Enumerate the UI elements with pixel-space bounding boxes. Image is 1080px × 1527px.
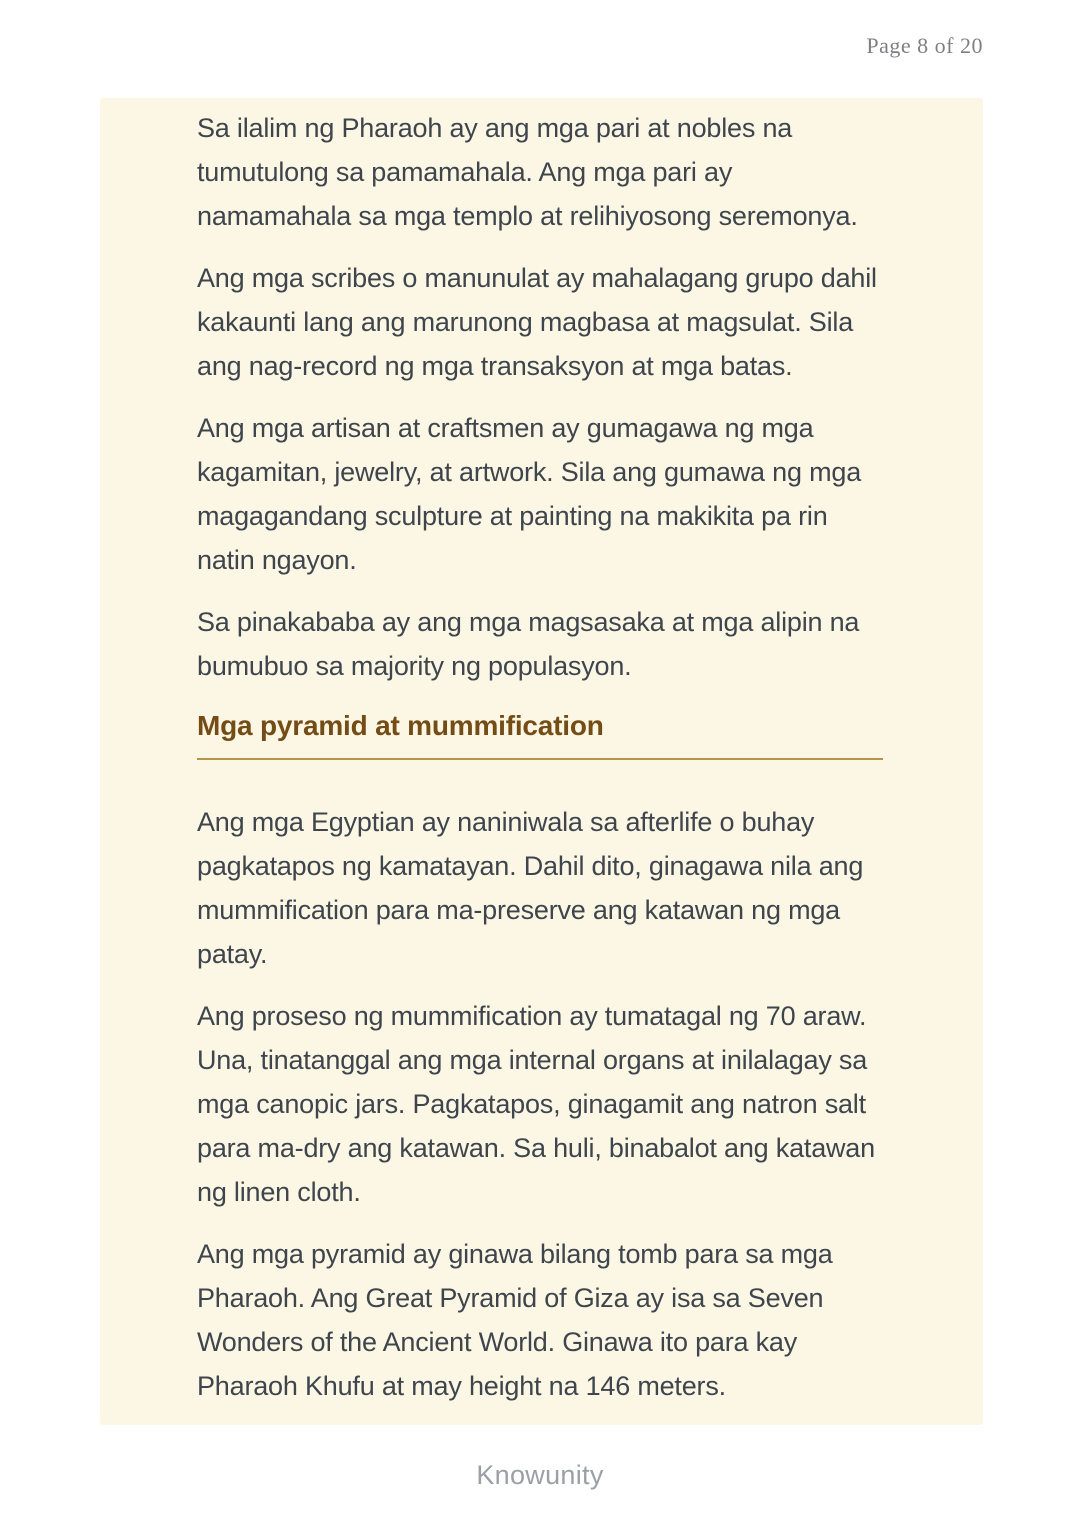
paragraph-social-hierarchy-priests: Sa ilalim ng Pharaoh ay ang mga pari at nobles na tumutulong sa pamamahala. Ang mga pari ay namamahala sa mga templo at relihiyosong seremonya. [197, 113, 858, 231]
paragraph-pyramids-tombs: Ang mga pyramid ay ginawa bilang tomb para sa mga Pharaoh. Ang Great Pyramid of Giza ay isa sa Seven Wonders of the Ancient World. Ginawa ito para kay Pharaoh Khufu at may height na 146 meters. [197, 1239, 833, 1401]
footer-brand: Knowunity [476, 1460, 604, 1490]
paragraph-scribes: Ang mga scribes o manunulat ay mahalagang grupo dahil kakaunti lang ang marunong magbasa at magsulat. Sila ang nag-record ng mga transaksyon at mga batas. [197, 263, 877, 381]
paragraph-mummification-process: Ang proseso ng mummification ay tumatagal ng 70 araw. Una, tinatanggal ang mga internal organs at inilalagay sa mga canopic jars. Pagkatapos, ginagamit ang natron salt para ma-dry ang katawan. Sa huli, binabalot ang katawan ng linen cloth. [197, 1001, 875, 1207]
paragraph-farmers-slaves: Sa pinakababa ay ang mga magsasaka at mga alipin na bumubuo sa majority ng populasyon. [197, 607, 860, 681]
paragraph-artisans: Ang mga artisan at craftsmen ay gumagawa ng mga kagamitan, jewelry, at artwork. Sila ang gumawa ng mga magagandang sculpture at painting na makikita pa rin natin ngayon. [197, 413, 862, 575]
section-heading-pyramids-mummification: Mga pyramid at mummification [197, 710, 604, 741]
content-card [100, 98, 983, 1425]
paragraph-afterlife-belief: Ang mga Egyptian ay naniniwala sa afterlife o buhay pagkatapos ng kamatayan. Dahil dito, ginagawa nila ang mummification para ma-preserve ang katawan ng mga patay. [197, 807, 864, 969]
page-indicator: Page 8 of 20 [866, 33, 983, 58]
section-heading-rule [197, 758, 883, 760]
